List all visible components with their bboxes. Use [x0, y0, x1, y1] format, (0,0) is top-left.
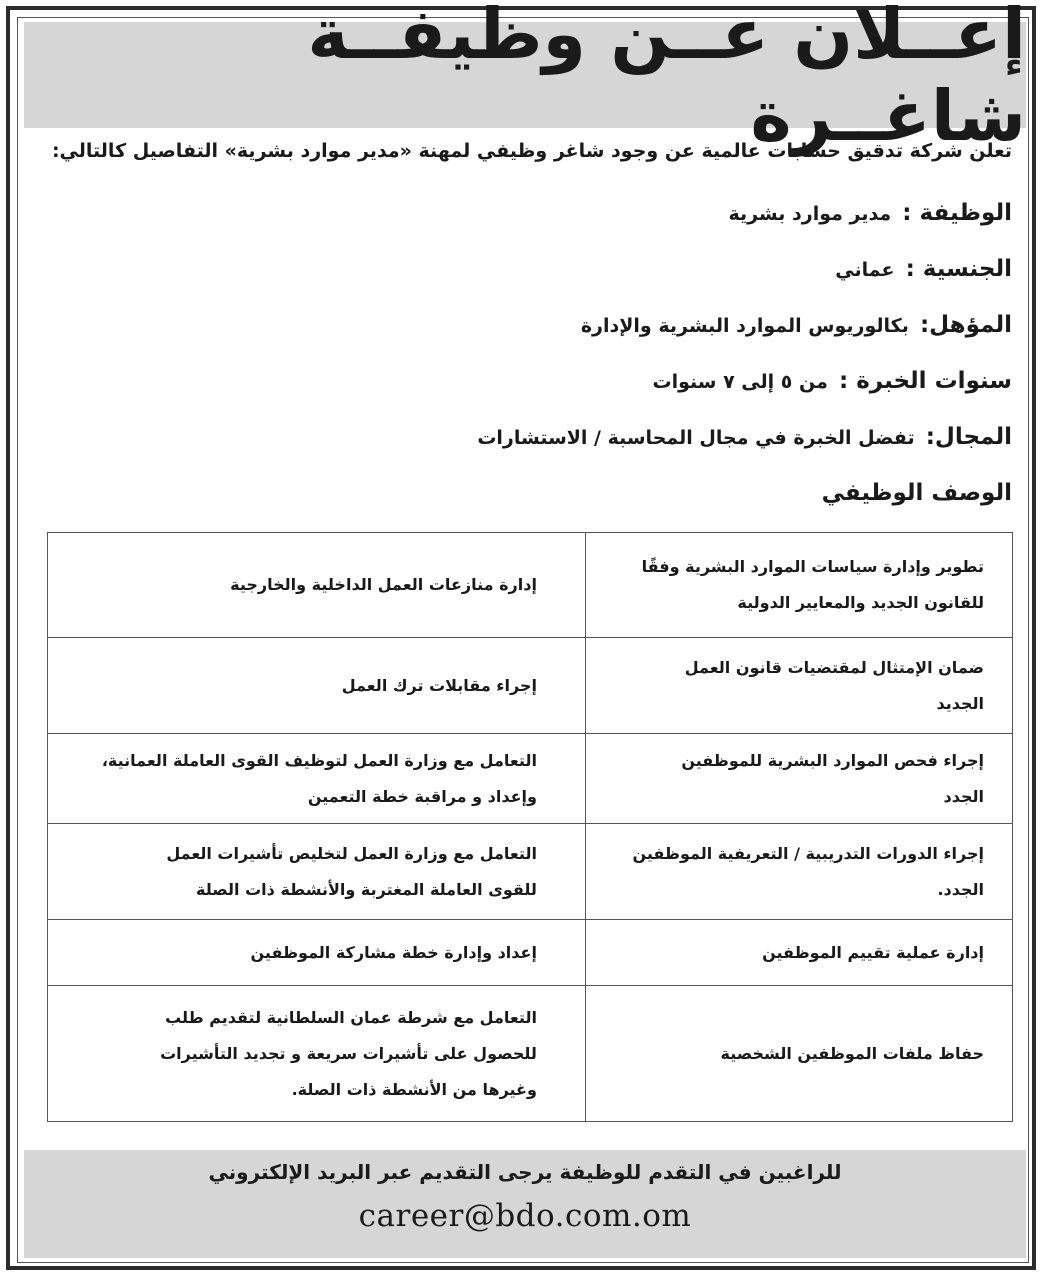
- field-experience: [653, 368, 1013, 394]
- intro-paragraph: تعلن شركة تدقيق حسابات عالمية عن وجود شاغر وظيفي لمهنة «مدير موارد بشرية» التفاصيل كالتالي:: [51, 140, 1012, 162]
- field-job: [728, 200, 1012, 226]
- duty-line: حفاظ ملفات الموظفين الشخصية: [720, 1043, 984, 1063]
- duty-cell: [585, 734, 1012, 824]
- duty-line: للقوى العاملة المغتربة والأنشطة ذات الصلة: [196, 879, 537, 899]
- footer-email[interactable]: career@bdo.com.om: [358, 1198, 692, 1234]
- duty-line: تطوير وإدارة سياسات الموارد البشرية وفقًا: [641, 557, 984, 576]
- field-value: مدير موارد بشرية: [728, 203, 892, 225]
- duty-cell: [585, 638, 1012, 734]
- duty-cell: [585, 920, 1012, 986]
- duty-line: للحصول على تأشيرات سريعة و تجديد التأشيرات: [160, 1043, 537, 1063]
- duty-line: إجراء الدورات التدريبية / التعريفية الموظفين: [632, 843, 984, 863]
- duty-line: ضمان الإمتثال لمقتضيات قانون العمل: [684, 657, 984, 677]
- field-value: بكالوريوس الموارد البشرية والإدارة: [580, 315, 909, 337]
- duty-cell: [48, 533, 586, 638]
- field-value: من ٥ إلى ٧ سنوات: [652, 371, 828, 393]
- table-row: [48, 986, 1013, 1122]
- table-row: [48, 824, 1013, 920]
- field-label: الوظيفة :: [902, 200, 1012, 226]
- field-label: سنوات الخبرة :: [838, 368, 1012, 394]
- duty-line: الجديد: [936, 693, 984, 713]
- duty-line: وإعداد و مراقبة خطة التعمين: [307, 786, 537, 806]
- duty-line: وغيرها من الأنشطة ذات الصلة.: [291, 1079, 537, 1099]
- field-nationality: [835, 256, 1012, 282]
- duty-cell: [585, 824, 1012, 920]
- duty-line: إدارة عملية تقييم الموظفين: [762, 942, 984, 962]
- duty-line: التعامل مع وزارة العمل لتخليص تأشيرات العمل: [166, 843, 537, 863]
- duty-line: التعامل مع شرطة عمان السلطانية لتقديم طلب: [165, 1007, 537, 1027]
- duty-cell: [585, 533, 1012, 638]
- duty-cell: [48, 986, 586, 1122]
- duty-line: إدارة منازعات العمل الداخلية والخارجية: [230, 575, 537, 594]
- duty-line: الجدد.: [937, 879, 984, 899]
- field-value: عماني: [835, 259, 895, 281]
- duty-line: للقانون الجديد والمعايير الدولية: [737, 593, 984, 612]
- table-row: [48, 638, 1013, 734]
- footer-text: للراغبين في التقدم للوظيفة يرجى التقديم عبر البريد الإلكتروني: [208, 1160, 842, 1184]
- table-row: [48, 734, 1013, 824]
- duty-line: إعداد وإدارة خطة مشاركة الموظفين: [250, 942, 537, 962]
- duty-cell: [48, 824, 586, 920]
- section-title: الوصف الوظيفي: [821, 480, 1012, 506]
- duty-line: إجراء مقابلات ترك العمل: [341, 675, 537, 695]
- field-value: تفضل الخبرة في مجال المحاسبة / الاستشارات: [477, 427, 915, 449]
- field-domain: [477, 424, 1012, 450]
- field-qualification: [581, 312, 1012, 338]
- table-row: [48, 920, 1013, 986]
- duty-cell: [48, 734, 586, 824]
- duty-line: الجدد: [943, 786, 984, 806]
- duty-cell: [585, 986, 1012, 1122]
- field-label: الجنسية :: [905, 256, 1012, 282]
- duty-line: إجراء فحص الموارد البشرية للموظفين: [681, 750, 984, 770]
- field-label: المجال:: [925, 424, 1012, 450]
- field-label: المؤهل:: [919, 312, 1012, 338]
- duty-cell: [48, 638, 586, 734]
- table-row: [48, 533, 1013, 638]
- page-title: إعــلان عــن وظيفــة شاغــرة: [307, 0, 1026, 157]
- duties-table: [47, 532, 1013, 1122]
- duty-line: التعامل مع وزارة العمل لتوظيف القوى العاملة العمانية،: [101, 750, 537, 770]
- duty-cell: [48, 920, 586, 986]
